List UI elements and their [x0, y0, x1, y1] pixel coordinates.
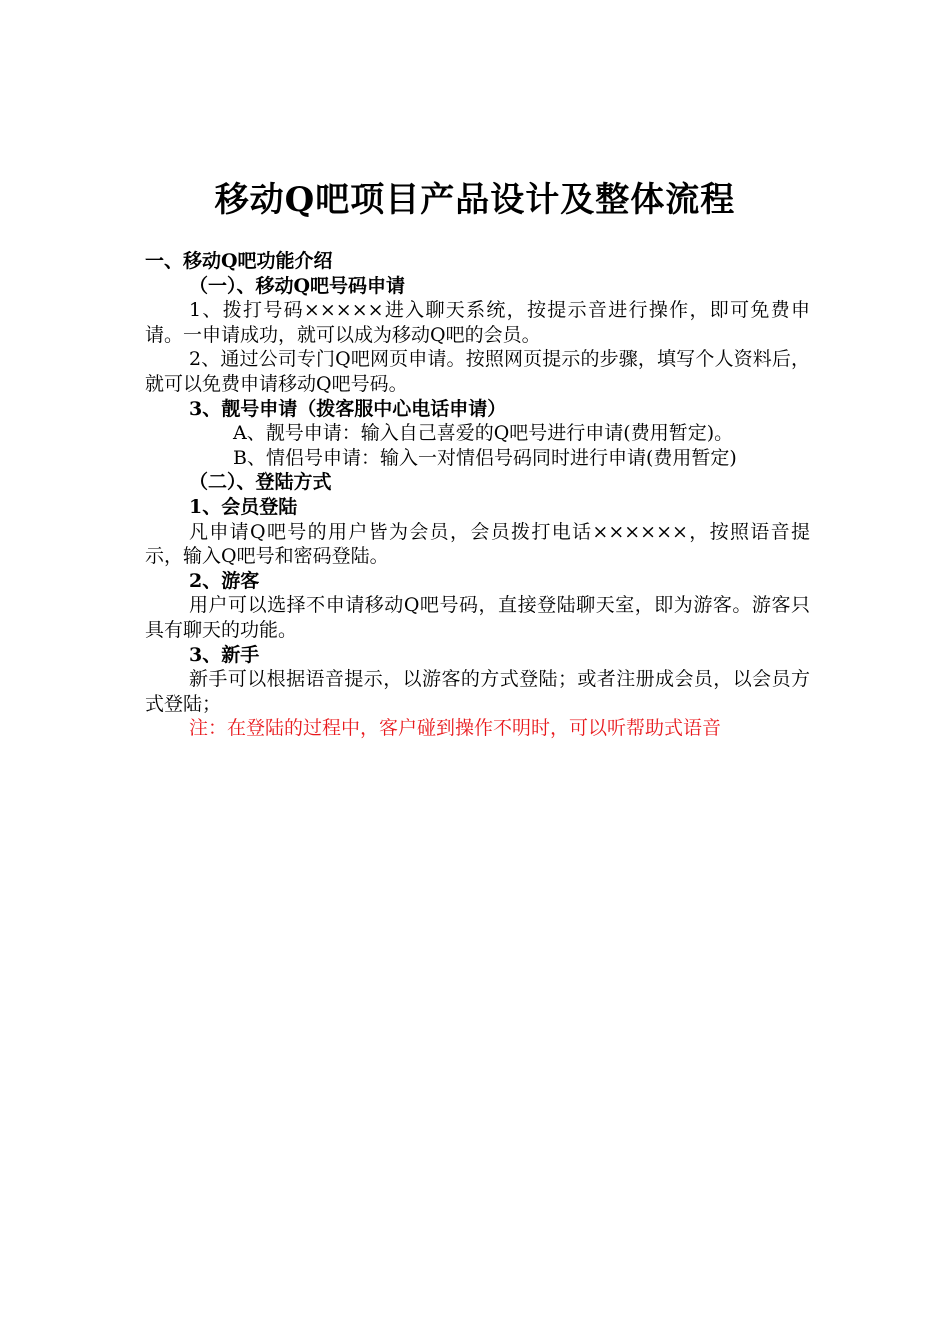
login2-paragraph: 用户可以选择不申请移动Q吧号码，直接登陆聊天室，即为游客。游客只具有聊天的功能。: [145, 594, 810, 641]
subsection1-heading: （一）、移动Q吧号码申请: [189, 274, 406, 297]
subsection2-heading: （二）、登陆方式: [189, 471, 332, 494]
item3a-paragraph: A、靓号申请：输入自己喜爱的Q吧号进行申请(费用暂定)。: [233, 422, 734, 445]
login2-heading: 2、游客: [189, 569, 260, 592]
document-body: [145, 249, 810, 741]
document-title: 移动Q吧项目产品设计及整体流程: [214, 180, 736, 220]
item1-paragraph: 1、拨打号码×××××进入聊天系统，按提示音进行操作，即可免费申请。一申请成功，就可以成为移动Q吧的会员。: [145, 299, 810, 346]
note-paragraph: 注：在登陆的过程中，客户碰到操作不明时，可以听帮助式语音: [189, 717, 722, 740]
item2-paragraph: 2、通过公司专门Q吧网页申请。按照网页提示的步骤，填写个人资料后，就可以免费申请移动Q吧号码。: [145, 348, 810, 395]
item3-heading: 3、靓号申请（拨客服中心电话申请）: [189, 397, 507, 420]
section1-heading: 一、移动Q吧功能介绍: [145, 250, 333, 272]
login3-paragraph: 新手可以根据语音提示，以游客的方式登陆；或者注册成会员，以会员方式登陆；: [145, 668, 810, 715]
login1-heading: 1、会员登陆: [189, 495, 298, 518]
item3b-paragraph: B、情侣号申请：输入一对情侣号码同时进行申请(费用暂定): [233, 446, 737, 469]
login1-paragraph: 凡申请Q吧号的用户皆为会员，会员拨打电话××××××，按照语音提示，输入Q吧号和密码登陆。: [145, 520, 810, 568]
login3-heading: 3、新手: [189, 643, 260, 666]
